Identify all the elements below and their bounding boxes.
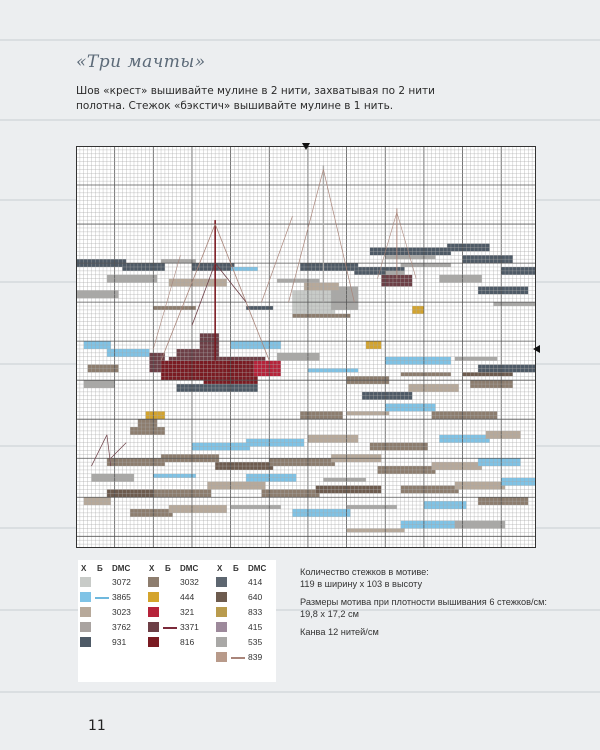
dmc-code: 535 — [248, 637, 263, 647]
water-band — [455, 357, 498, 361]
water-band — [401, 263, 451, 267]
legend-row — [146, 621, 210, 636]
color-swatch — [80, 637, 91, 647]
grey-boat-keel — [292, 314, 350, 318]
legend-row — [78, 621, 142, 636]
dmc-code: 3865 — [112, 592, 131, 602]
backstitch-sample — [231, 657, 245, 659]
color-swatch — [216, 652, 227, 662]
dmc-code: 3023 — [112, 607, 131, 617]
dmc-code: 833 — [248, 607, 263, 617]
legend-header-b: Б — [233, 564, 239, 573]
legend-row — [214, 576, 278, 591]
instructions-text: Шов «крест» вышивайте мулине в 2 нити, захватывая по 2 нити полотна. Стежок «бэкстич» вышивайте мулине в 1 нить. — [76, 85, 435, 112]
page-title: «Три мачты» — [76, 52, 206, 72]
legend-row — [78, 636, 142, 651]
dmc-code: 839 — [248, 652, 263, 662]
legend-column — [214, 564, 278, 666]
dmc-code: 321 — [180, 607, 195, 617]
legend-header-b: Б — [165, 564, 171, 573]
shore-band — [347, 505, 397, 509]
water-band — [231, 267, 258, 271]
stitch-count-label: Количество стежков в мотиве: — [300, 567, 429, 577]
shore-band — [153, 474, 196, 478]
legend-header — [214, 564, 278, 576]
legend-row — [78, 591, 142, 606]
color-swatch — [148, 607, 159, 617]
legend-header-dmc: DMC — [112, 564, 131, 573]
page-number: 11 — [88, 718, 106, 734]
color-swatch — [80, 592, 91, 602]
color-swatch — [148, 622, 159, 632]
color-swatch — [80, 622, 91, 632]
backstitch-sample — [163, 627, 177, 629]
water-band — [401, 372, 451, 376]
color-swatch — [216, 622, 227, 632]
dmc-code: 415 — [248, 622, 263, 632]
small-boat-deck — [385, 271, 404, 275]
dmc-code: 3371 — [180, 622, 199, 632]
legend-header-dmc: DMC — [248, 564, 267, 573]
legend-row — [214, 606, 278, 621]
legend-row — [214, 651, 278, 666]
dmc-code: 3032 — [180, 577, 199, 587]
center-marker-right — [533, 345, 540, 353]
color-swatch — [216, 592, 227, 602]
color-swatch — [148, 637, 159, 647]
size-value: 19,8 х 17,2 см — [300, 609, 359, 619]
legend-header-dmc: DMC — [180, 564, 199, 573]
dmc-code: 414 — [248, 577, 263, 587]
dmc-code: 3762 — [112, 622, 131, 632]
legend-header — [146, 564, 210, 576]
legend-header-x: Х — [217, 564, 223, 573]
color-swatch — [216, 637, 227, 647]
cross-stitch-chart — [76, 146, 536, 548]
legend-row — [78, 576, 142, 591]
shore-band — [347, 411, 390, 415]
legend-row — [214, 636, 278, 651]
color-swatch — [148, 577, 159, 587]
legend-column — [78, 564, 142, 651]
legend-column — [146, 564, 210, 651]
legend-row — [214, 591, 278, 606]
color-key-legend — [78, 560, 276, 682]
legend-header — [78, 564, 142, 576]
legend-header-x: Х — [149, 564, 155, 573]
dmc-code: 640 — [248, 592, 263, 602]
color-swatch — [216, 607, 227, 617]
legend-row — [214, 621, 278, 636]
dmc-code: 931 — [112, 637, 127, 647]
legend-header-b: Б — [97, 564, 103, 573]
legend-row — [146, 636, 210, 651]
red-boat-gunwale — [169, 357, 266, 361]
size-label: Размеры мотива при плотности вышивания 6 стежков/см: — [300, 597, 547, 607]
shore-band — [323, 478, 366, 482]
color-swatch — [148, 592, 159, 602]
backstitch-sample — [95, 597, 109, 599]
dmc-code: 816 — [180, 637, 195, 647]
shore-grass — [138, 419, 157, 431]
shore-band — [347, 528, 405, 532]
water-band — [463, 372, 513, 376]
dmc-code: 3072 — [112, 577, 131, 587]
shore-band — [231, 505, 281, 509]
stitch-count-value: 119 в ширину х 103 в высоту — [300, 579, 423, 589]
color-swatch — [216, 577, 227, 587]
legend-row — [146, 591, 210, 606]
water-band — [153, 306, 196, 310]
center-marker-top — [302, 143, 310, 150]
legend-row — [146, 606, 210, 621]
legend-row — [146, 576, 210, 591]
legend-header-x: Х — [81, 564, 87, 573]
water-band — [308, 368, 358, 372]
color-swatch — [80, 577, 91, 587]
dmc-code: 444 — [180, 592, 195, 602]
water-band — [277, 279, 320, 283]
canvas-info: Канва 12 нитей/см — [300, 627, 379, 637]
water-band — [493, 302, 536, 306]
color-swatch — [80, 607, 91, 617]
pattern-info — [300, 566, 570, 644]
legend-row — [78, 606, 142, 621]
